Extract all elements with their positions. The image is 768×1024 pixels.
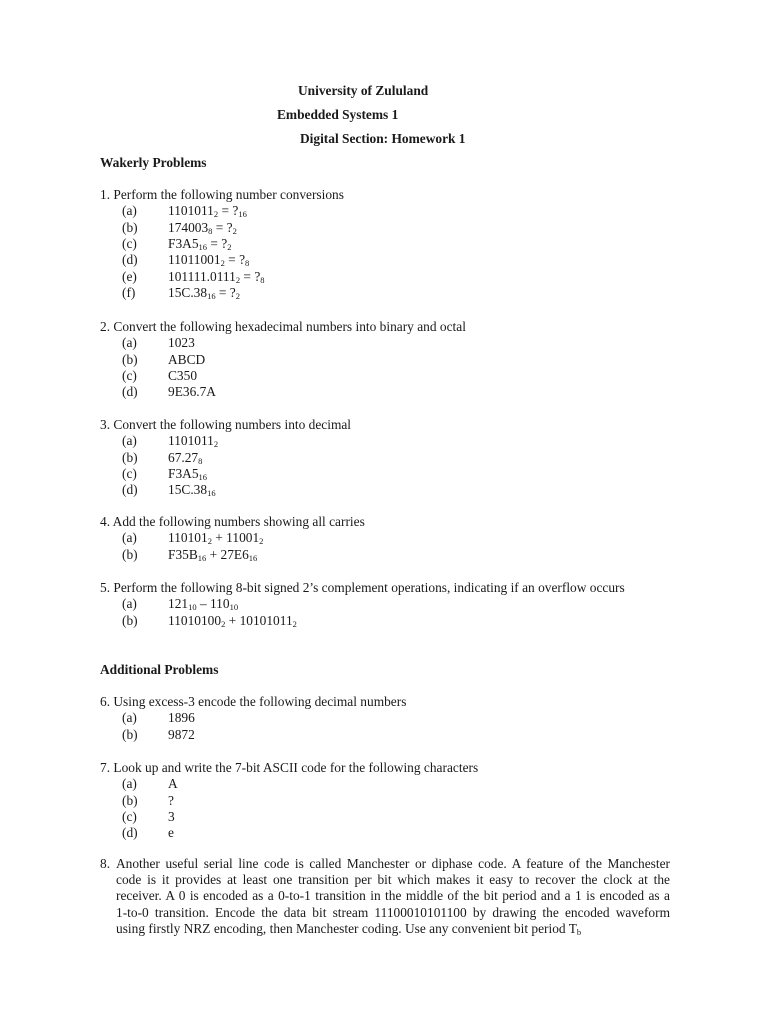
question-7-prompt: 7. Look up and write the 7-bit ASCII code for the following characters bbox=[100, 760, 479, 775]
value-text: ? bbox=[168, 792, 174, 808]
question-3-prompt: 3. Convert the following numbers into decimal bbox=[100, 417, 352, 432]
item-value bbox=[168, 335, 195, 351]
section-heading-additional: Additional Problems bbox=[100, 662, 219, 677]
course-title: Embedded Systems 1 bbox=[277, 107, 399, 122]
subscript: 2 bbox=[213, 439, 219, 450]
value-text: 1023 bbox=[168, 335, 195, 351]
section-heading-wakerly: Wakerly Problems bbox=[100, 155, 207, 170]
item-label: (a) bbox=[122, 596, 137, 612]
question-8 bbox=[100, 856, 670, 937]
item-label: (b) bbox=[122, 612, 138, 628]
value-text: 3 bbox=[168, 808, 175, 824]
item-value bbox=[168, 825, 174, 841]
subscript: 8 bbox=[245, 258, 250, 269]
item-value bbox=[168, 269, 265, 285]
value-text: 1101011 bbox=[168, 433, 214, 449]
item-value bbox=[168, 252, 249, 268]
item-label: (a) bbox=[122, 203, 137, 219]
item-label: (b) bbox=[122, 792, 138, 808]
paragraph-line bbox=[100, 888, 670, 904]
subscript: 2 bbox=[232, 225, 237, 236]
value-text: 110101 bbox=[168, 530, 208, 546]
subscript: 10 bbox=[229, 602, 239, 613]
item-value bbox=[168, 285, 240, 301]
item-value bbox=[168, 530, 263, 546]
item-value bbox=[168, 809, 175, 825]
subscript: 2 bbox=[220, 258, 225, 269]
item-value bbox=[168, 466, 207, 482]
item-label: (d) bbox=[122, 252, 138, 268]
line-text: Another useful serial line code is called Manchester or diphase code. A feature of the Manchester bbox=[116, 856, 670, 871]
value-text: F35B bbox=[168, 546, 198, 562]
subscript: 2 bbox=[235, 290, 241, 301]
item-label: (a) bbox=[122, 710, 137, 726]
item-label: (b) bbox=[122, 449, 138, 465]
item-label: (a) bbox=[122, 530, 137, 546]
value-text: ABCD bbox=[168, 351, 206, 367]
value-text: 11011001 bbox=[168, 252, 221, 268]
item-label: (d) bbox=[122, 482, 138, 498]
subscript: 2 bbox=[292, 618, 297, 629]
subscript: 8 bbox=[198, 455, 203, 466]
university-title: University of Zululand bbox=[298, 83, 429, 98]
item-label: (b) bbox=[122, 219, 138, 235]
item-label: (d) bbox=[122, 825, 138, 841]
subscript: 2 bbox=[213, 209, 219, 220]
value-text: 9872 bbox=[168, 726, 195, 742]
item-label: (d) bbox=[122, 384, 138, 400]
item-value bbox=[168, 352, 205, 368]
paragraph-line bbox=[100, 921, 670, 937]
value-text: 9E36.7A bbox=[168, 384, 216, 400]
line-text: code is it provides at least one transition per bit which makes it easy to recover the clock at the bbox=[116, 872, 670, 888]
item-label: (f) bbox=[122, 284, 136, 300]
paragraph-line bbox=[100, 905, 670, 921]
value-text: 15C.38 bbox=[168, 482, 208, 498]
value-text: = ? bbox=[218, 203, 239, 219]
item-value bbox=[168, 384, 216, 400]
subscript: b bbox=[576, 926, 582, 937]
item-value bbox=[168, 613, 297, 629]
value-text: = ? bbox=[240, 268, 261, 284]
value-text: 1101011 bbox=[168, 203, 214, 219]
value-text: 67.27 bbox=[168, 449, 199, 465]
line-text: 1-to-0 transition. Encode the data bit stream 11100010101100 by drawing the encoded waveform bbox=[116, 904, 670, 920]
value-text: C350 bbox=[168, 367, 198, 383]
value-text: + 11001 bbox=[211, 530, 260, 546]
item-label: (c) bbox=[122, 235, 137, 251]
item-value bbox=[168, 727, 195, 743]
subscript: 16 bbox=[197, 552, 207, 563]
value-text: – 110 bbox=[196, 596, 230, 612]
value-text: + 27E6 bbox=[206, 546, 249, 562]
item-label: (b) bbox=[122, 546, 138, 562]
item-value bbox=[168, 203, 247, 219]
value-text: 15C.38 bbox=[168, 284, 208, 300]
item-label: (a) bbox=[122, 433, 137, 449]
line-text: using firstly NRZ encoding, then Manchester coding. Use any convenient bit period T bbox=[116, 920, 577, 936]
item-label: (c) bbox=[122, 367, 137, 383]
value-text: F3A5 bbox=[168, 465, 199, 481]
value-text: = ? bbox=[224, 252, 246, 268]
value-text: F3A5 bbox=[168, 235, 199, 251]
subscript: 16 bbox=[198, 471, 208, 482]
paragraph-line bbox=[100, 856, 670, 872]
question-2-prompt: 2. Convert the following hexadecimal numbers into binary and octal bbox=[100, 319, 466, 334]
value-text: = ? bbox=[212, 219, 233, 235]
item-value bbox=[168, 596, 238, 612]
value-text: A bbox=[168, 776, 178, 792]
subscript: 16 bbox=[207, 290, 216, 301]
subscript: 16 bbox=[248, 552, 258, 563]
value-text: 101111.0111 bbox=[168, 268, 236, 284]
line-text: receiver. A 0 is encoded as a 0-to-1 transition in the middle of the bit period and a 1 is encoded as a bbox=[116, 888, 670, 904]
item-value bbox=[168, 776, 178, 792]
paragraph-line bbox=[100, 872, 670, 888]
subscript: 2 bbox=[221, 618, 226, 629]
subscript: 2 bbox=[207, 536, 212, 547]
value-text: + 10101011 bbox=[225, 612, 293, 628]
item-value bbox=[168, 236, 231, 252]
item-label: (c) bbox=[122, 808, 137, 824]
question-1-prompt: 1. Perform the following number conversions bbox=[100, 187, 344, 202]
value-text: 174003 bbox=[168, 219, 209, 235]
subscript: 16 bbox=[207, 488, 216, 499]
value-text: 121 bbox=[168, 596, 189, 612]
homework-title: Digital Section: Homework 1 bbox=[300, 131, 466, 146]
item-value bbox=[168, 368, 197, 384]
subscript: 10 bbox=[188, 602, 197, 613]
item-label: (a) bbox=[122, 335, 137, 351]
value-text: = ? bbox=[207, 235, 228, 251]
question-8-number: 8. bbox=[100, 856, 111, 871]
value-text: 1896 bbox=[168, 710, 195, 726]
item-label: (b) bbox=[122, 726, 138, 742]
value-text: = ? bbox=[215, 284, 236, 300]
value-text: 11010100 bbox=[168, 612, 222, 628]
question-4-prompt: 4. Add the following numbers showing all carries bbox=[100, 514, 365, 529]
item-label: (a) bbox=[122, 776, 137, 792]
subscript: 16 bbox=[198, 241, 208, 252]
item-label: (e) bbox=[122, 268, 137, 284]
subscript: 2 bbox=[227, 241, 232, 252]
item-value bbox=[168, 450, 202, 466]
item-value bbox=[168, 710, 195, 726]
item-label: (c) bbox=[122, 465, 137, 481]
subscript: 2 bbox=[259, 536, 264, 547]
question-5-prompt: 5. Perform the following 8-bit signed 2’s complement operations, indicating if an overflow occurs bbox=[100, 580, 625, 595]
question-8-text bbox=[100, 856, 670, 937]
item-value bbox=[168, 220, 237, 236]
item-value bbox=[168, 433, 218, 449]
question-6-prompt: 6. Using excess-3 encode the following decimal numbers bbox=[100, 694, 407, 709]
item-label: (b) bbox=[122, 351, 138, 367]
item-value bbox=[168, 482, 216, 498]
subscript: 16 bbox=[238, 209, 247, 220]
item-value bbox=[168, 793, 174, 809]
item-value bbox=[168, 547, 257, 563]
subscript: 8 bbox=[260, 274, 265, 285]
subscript: 2 bbox=[235, 274, 241, 285]
value-text: e bbox=[168, 825, 174, 841]
subscript: 8 bbox=[208, 225, 213, 236]
